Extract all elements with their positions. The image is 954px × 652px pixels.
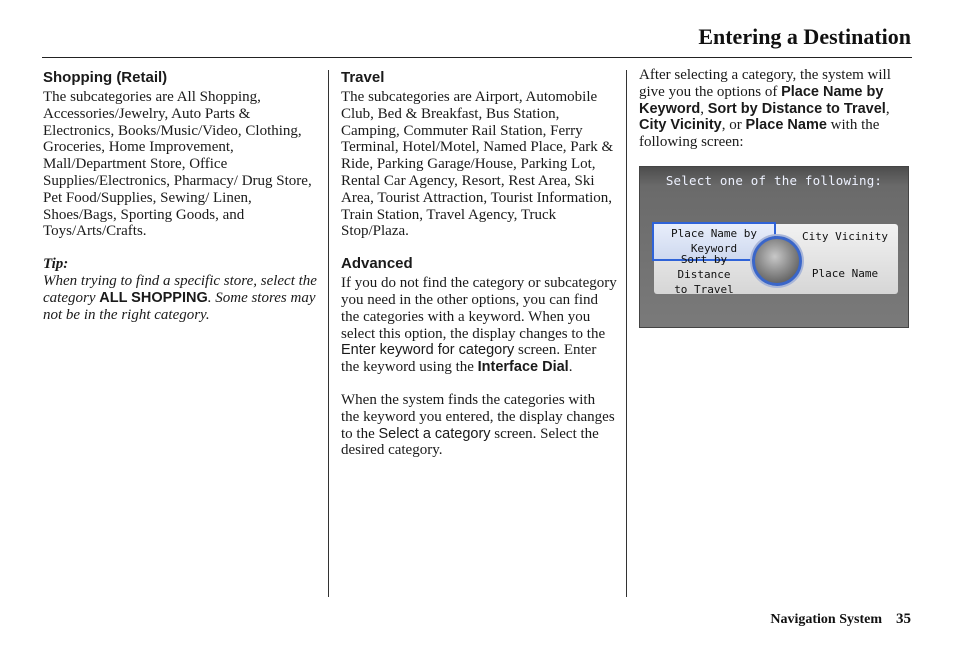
travel-text: The subcategories are Airport, Automobile Club, Bed & Breakfast, Bus Station, Camping, Commuter Rail Station, Ferry Terminal, Hotel/Motel, Named Place, Park & Ride, Parking Garage/House, Parking Lot, Rental Car Agency, Resort, Rest Area, Ski Area, Tourist Attraction, Tourist Information, Train Station, Travel Agency, Truck Stop/Plaza. [341, 89, 614, 240]
adv-text-1: If you do not find the category or subcategory you need in the other options, you can find the categories with a keyword. When you select this option, the display changes to the [341, 275, 617, 342]
column-options [639, 67, 911, 328]
tip-label: Tip: [43, 256, 69, 273]
tip-block [43, 256, 321, 323]
footer-section: Navigation System [770, 612, 882, 627]
column-divider [626, 70, 627, 597]
column-shopping [43, 67, 321, 323]
found-text-2: screen. Select the desired category. [341, 425, 599, 459]
screen-keyword-line1: Place Name by [670, 227, 758, 241]
shopping-text: The subcategories are All Shopping, Accessories/Jewelry, Auto Parts & Electronics, Books/Music/Video, Clothing, Groceries, Home Improvement, Mall/Department Store, Office Supplies/Electronics, Pharmacy/ Drug Store, Pet Food/Supplies, Sewing/ Linen, Shoes/Bags, Sporting Goods, and Toys/Arts/Crafts. [43, 89, 312, 240]
header-rule [42, 57, 912, 58]
screen-distance-line2: to Travel [674, 283, 734, 297]
interface-dial-icon [752, 236, 802, 286]
adv-dial: Interface Dial [477, 359, 569, 376]
sep1: , [700, 100, 708, 117]
travel-heading: Travel [341, 69, 385, 86]
advanced-text [341, 275, 617, 376]
advanced-heading: Advanced [341, 255, 413, 273]
screen-option-distance [654, 253, 754, 297]
screen-title: Select one of the following: [665, 172, 883, 188]
sep2: , [885, 100, 890, 117]
adv-text-2: screen. Enter the keyword using the [341, 342, 597, 376]
option-city-vicinity: City Vicinity [639, 117, 722, 134]
shopping-heading: Shopping (Retail) [43, 69, 168, 86]
found-text [341, 392, 617, 459]
column-travel [341, 67, 617, 459]
option-place-name: Place Name [745, 117, 827, 134]
page-title: Entering a Destination [698, 24, 911, 49]
screen-option-city: City Vicinity [801, 229, 889, 243]
adv-text-3: . [568, 359, 573, 376]
tip-text-1: When trying to find a specific store, select the category [43, 272, 317, 306]
found-screen-name: Select a category [378, 425, 491, 442]
adv-screen-name: Enter keyword for category [341, 342, 515, 359]
tip-text-2: . Some stores may not be in the right category. [43, 289, 316, 323]
screen-option-place: Place Name [811, 266, 879, 280]
option-place-name-keyword: Place Name by Keyword [639, 83, 884, 117]
option-sort-distance: Sort by Distance to Travel [707, 100, 886, 117]
tip-bold: ALL SHOPPING [99, 289, 208, 306]
sep3: , or [721, 117, 746, 134]
nav-screen-illustration [639, 166, 909, 328]
page-number: 35 [896, 611, 911, 627]
intro-2: with the following screen: [639, 117, 880, 151]
page-footer [770, 611, 911, 628]
found-text-1: When the system finds the categories with the keyword you entered, the display changes to the [341, 391, 615, 442]
screen-distance-line1: Sort by Distance [677, 253, 731, 282]
intro-1: After selecting a category, the system will give you the options of [639, 67, 891, 100]
column-divider [328, 70, 329, 597]
screen-keyword-line2: Keyword [690, 242, 738, 256]
options-text [639, 67, 911, 151]
